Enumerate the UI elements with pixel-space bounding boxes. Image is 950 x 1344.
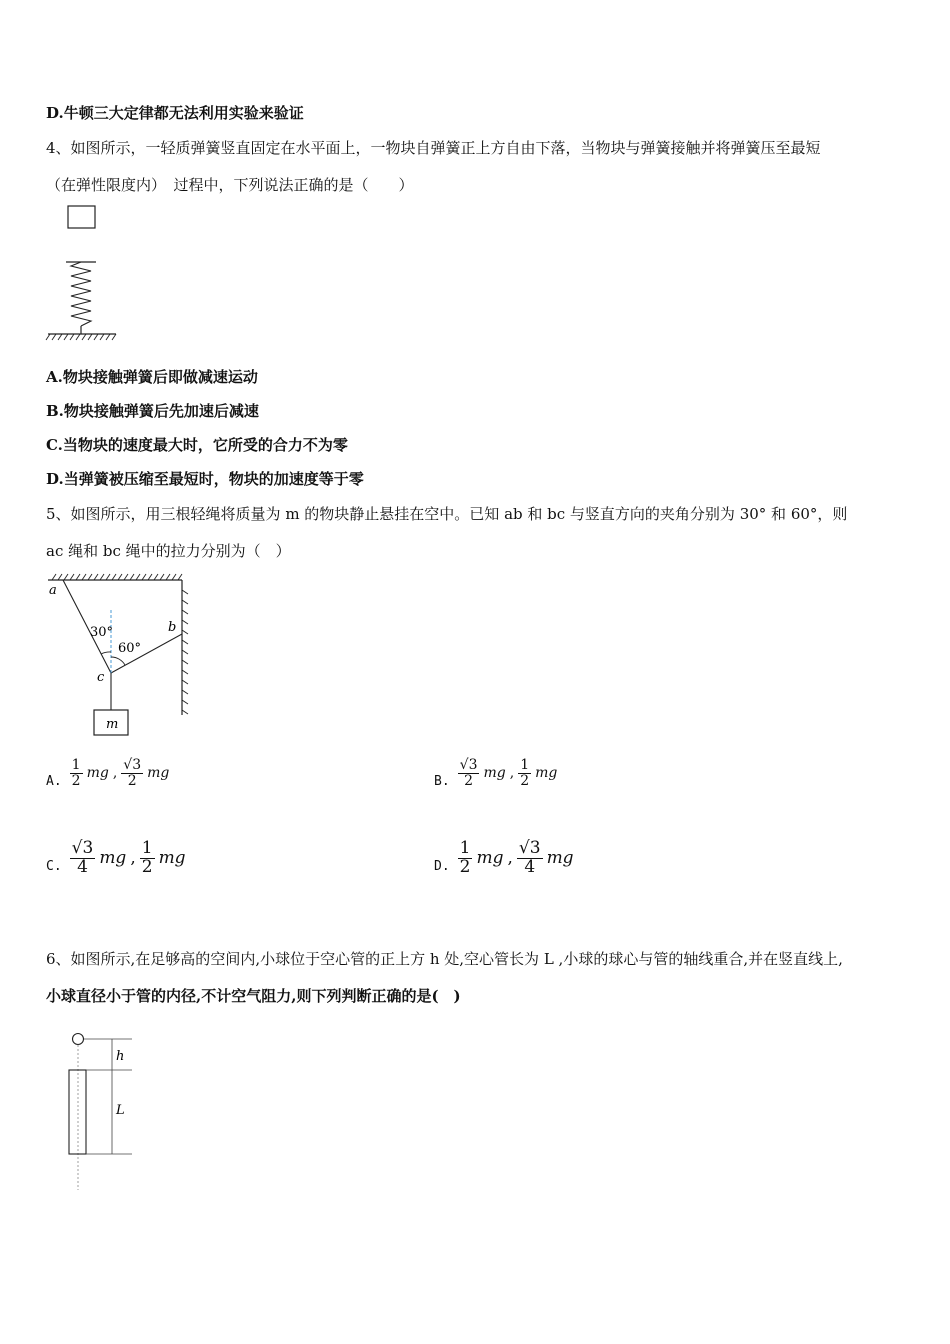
q4-stem-line1: 4、如图所示，一轻质弹簧竖直固定在水平面上，一物块自弹簧正上方自由下落，当物块与弹簧接触并将弹簧压至最短: [46, 139, 821, 157]
q6-stem-line1: 6、如图所示,在足够高的空间内,小球位于空心管的正上方 h 处,空心管长为 L ,小球的球心与管的轴线重合,并在竖直线上,: [46, 950, 843, 968]
q5-option-b: B. $\frac{√3}{2}$ mg , $\frac{1}{2}$ mg: [434, 757, 558, 789]
q6-tube-figure: [60, 1028, 140, 1193]
fraction: $\frac{√3}{4}$: [518, 838, 541, 877]
fraction: $\frac{√3}{4}$: [71, 838, 94, 877]
fraction: $\frac{1}{2}$: [520, 757, 530, 789]
q5-rope-figure: [44, 570, 194, 742]
q4-option-c: C.当物块的速度最大时，它所受的合力不为零: [46, 436, 348, 454]
q5-stem-line1: 5、如图所示，用三根轻绳将质量为 m 的物块静止悬挂在空中。已知 ab 和 bc 与竖直方向的夹角分别为 30° 和 60°，则: [46, 505, 848, 523]
q4-option-a: A.物块接触弹簧后即做减速运动: [46, 368, 258, 386]
label-angle-60: 60°: [118, 641, 142, 656]
fraction: $\frac{1}{2}$: [459, 838, 471, 877]
q5-stem-line2: ac 绳和 bc 绳中的拉力分别为（ ）: [46, 542, 291, 560]
angle-arc-60: [111, 657, 125, 665]
tube-shape: [69, 1070, 86, 1154]
label-angle-30: 30°: [90, 625, 114, 640]
fraction: $\frac{1}{2}$: [71, 757, 81, 789]
q4-option-d: D.当弹簧被压缩至最短时，物块的加速度等于零: [46, 470, 364, 488]
ball-shape: [73, 1034, 84, 1045]
fraction: $\frac{√3}{2}$: [123, 757, 142, 789]
q4-option-b: B.物块接触弹簧后先加速后减速: [46, 402, 259, 420]
label-L: L: [116, 1103, 125, 1118]
label-h: h: [116, 1049, 125, 1064]
q5-option-d: D. $\frac{1}{2}$ mg , $\frac{√3}{4}$ mg: [434, 838, 574, 877]
q4-stem-line2: （在弹性限度内） 过程中，下列说法正确的是（ ）: [46, 176, 414, 194]
q6-stem-line2: 小球直径小于管的内径,不计空气阻力,则下列判断正确的是( ): [46, 987, 461, 1005]
label-a: a: [49, 583, 57, 598]
block-shape: [68, 206, 95, 228]
label-m: m: [106, 717, 119, 732]
q4-spring-figure: [44, 200, 124, 345]
q5-option-c: C. $\frac{√3}{4}$ mg , $\frac{1}{2}$ mg: [46, 838, 186, 877]
label-c: c: [97, 670, 105, 685]
fraction: $\frac{√3}{2}$: [459, 757, 478, 789]
spring-shape: [71, 262, 91, 326]
angle-arc-30: [101, 652, 111, 654]
fraction: $\frac{1}{2}$: [141, 838, 153, 877]
q3-option-d: D.牛顿三大定律都无法利用实验来验证: [46, 104, 304, 122]
label-b: b: [168, 620, 177, 635]
q5-option-a: A. $\frac{1}{2}$ mg , $\frac{√3}{2}$ mg: [46, 757, 170, 789]
